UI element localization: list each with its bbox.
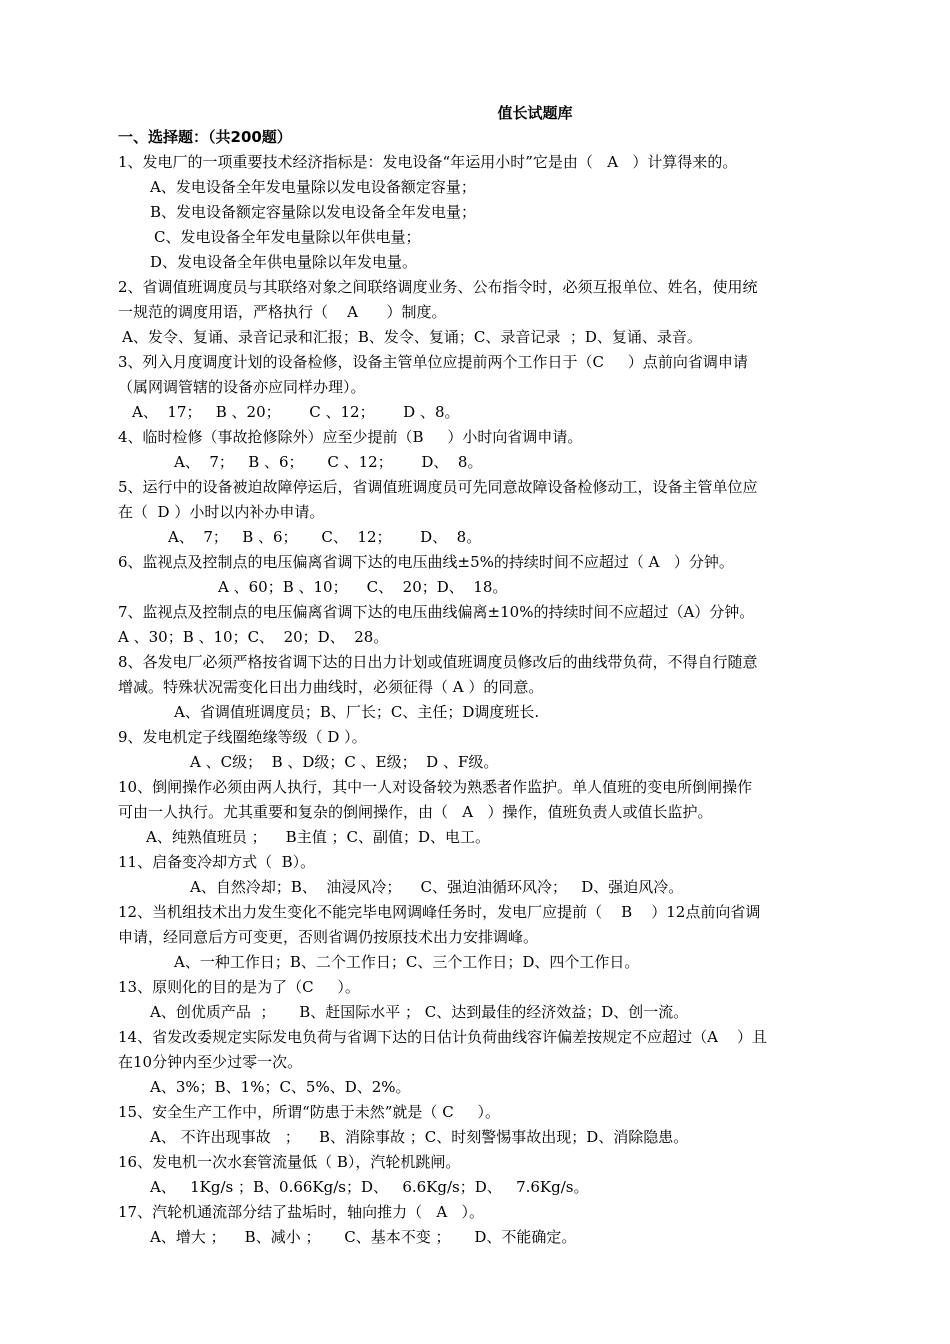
option-line: A、 7； B 、6； C 、12； D、 8。 bbox=[174, 453, 483, 471]
question-line: 在（ D ）小时以内补办申请。 bbox=[118, 503, 325, 521]
section-heading: 一、选择题：（共200题） bbox=[118, 128, 292, 146]
document-title: 值长试题库 bbox=[497, 104, 573, 122]
option-line: A、自然冷却；B、 油浸风冷； C、强迫油循环风冷； D、强迫风冷。 bbox=[190, 878, 684, 896]
option-line: A、 1Kg/s ；B、0.66Kg/s；D、 6.6Kg/s；D、 7.6Kg/s。 bbox=[150, 1178, 589, 1196]
option-line: A、 7； B 、6； C、 12； D、 8。 bbox=[168, 528, 482, 546]
option-line: A、3%；B、1%；C、5%、D、2%。 bbox=[150, 1078, 411, 1096]
question-line: 申请，经同意后方可变更，否则省调仍按原技术出力安排调峰。 bbox=[118, 928, 539, 946]
question-line: 7、监视点及控制点的电压偏离省调下达的电压曲线偏离±10%的持续时间不应超过（A）分钟。 bbox=[118, 603, 755, 621]
question-line: 增减。特殊状况需变化日出力曲线时，必须征得（ A ）的同意。 bbox=[118, 678, 544, 696]
question-line: 一规范的调度用语，严格执行（ A ）制度。 bbox=[118, 303, 447, 321]
option-line: B、发电设备额定容量除以发电设备全年发电量； bbox=[150, 203, 477, 221]
option-line: C、发电设备全年发电量除以年供电量； bbox=[154, 228, 421, 246]
option-line: A 、60；B 、10； C、 20；D、 18。 bbox=[218, 578, 508, 596]
question-line: 11、启备变冷却方式（ B）。 bbox=[118, 853, 316, 871]
question-line: 1、发电厂的一项重要技术经济指标是：发电设备“年运用小时”它是由（ A ）计算得来的。 bbox=[118, 153, 738, 171]
question-line: 3、列入月度调度计划的设备检修，设备主管单位应提前两个工作日于（C ）点前向省调申请 bbox=[118, 353, 748, 371]
option-line: A、增大 ； B、减小 ； C、基本不变 ； D、不能确定。 bbox=[150, 1228, 577, 1246]
option-line: A、发令、复诵、录音记录和汇报；B、发令、复诵；C、录音记录 ；D、复诵、录音。 bbox=[122, 328, 702, 346]
question-line: A 、30；B 、10；C、 20；D、 28。 bbox=[118, 628, 389, 646]
option-line: A、 17； B 、20； C 、12； D 、8。 bbox=[132, 403, 460, 421]
question-line: 13、原则化的目的是为了（C ）。 bbox=[118, 978, 360, 996]
option-line: A、省调值班调度员；B、厂长；C、主任；D调度班长. bbox=[174, 703, 540, 721]
question-line: 16、发电机一次水套管流量低（ B），汽轮机跳闸。 bbox=[118, 1153, 461, 1171]
question-line: 4、临时检修（事故抢修除外）应至少提前（B ）小时向省调申请。 bbox=[118, 428, 583, 446]
question-line: （属网调管辖的设备亦应同样办理）。 bbox=[118, 378, 366, 396]
question-line: 6、监视点及控制点的电压偏离省调下达的电压曲线±5%的持续时间不应超过（ A ）分钟。 bbox=[118, 553, 734, 571]
question-line: 10、倒闸操作必须由两人执行，其中一人对设备较为熟悉者作监护。单人值班的变电所倒闸操作 bbox=[118, 778, 753, 796]
option-line: A、一种工作日；B、二个工作日；C、三个工作日；D、四个工作日。 bbox=[174, 953, 640, 971]
question-line: 8、各发电厂必须严格按省调下达的日出力计划或值班调度员修改后的曲线带负荷，不得自行随意 bbox=[118, 653, 758, 671]
question-line: 14、省发改委规定实际发电负荷与省调下达的日估计负荷曲线容许偏差按规定不应超过（A ）且 bbox=[118, 1028, 767, 1046]
option-line: A、发电设备全年发电量除以发电设备额定容量； bbox=[150, 178, 476, 196]
option-line: A、纯熟值班员 ； B主值 ；C、副值；D、电工。 bbox=[146, 828, 490, 846]
option-line: D、发电设备全年供电量除以年发电量。 bbox=[150, 253, 418, 271]
option-line: A、创优质产品 ； B、赶国际水平 ； C、达到最佳的经济效益；D、创一流。 bbox=[150, 1003, 689, 1021]
option-line: A、 不许出现事故 ； B、消除事故 ；C、时刻警惕事故出现；D、消除隐患。 bbox=[150, 1128, 689, 1146]
option-line: A 、C级； B 、D级；C 、E级； D 、F级。 bbox=[190, 753, 499, 771]
question-line: 5、运行中的设备被迫故障停运后，省调值班调度员可先同意故障设备检修动工，设备主管单位应 bbox=[118, 478, 758, 496]
question-line: 2、省调值班调度员与其联络对象之间联络调度业务、公布指令时，必须互报单位、姓名，使用统 bbox=[118, 278, 758, 296]
question-line: 17、汽轮机通流部分结了盐垢时，轴向推力（ A ）。 bbox=[118, 1203, 485, 1221]
question-line: 在10分钟内至少过零一次。 bbox=[118, 1053, 303, 1071]
question-line: 12、当机组技术出力发生变化不能完毕电网调峰任务时，发电厂应提前（ B ）12点前向省调 bbox=[118, 903, 761, 921]
question-line: 15、安全生产工作中，所谓“防患于未然”就是（ C ）。 bbox=[118, 1103, 501, 1121]
question-line: 9、发电机定子线圈绝缘等级（ D ）。 bbox=[118, 728, 367, 746]
question-list bbox=[118, 150, 838, 1250]
question-line: 可由一人执行。尤其重要和复杂的倒闸操作，由（ A ）操作，值班负责人或值长监护。 bbox=[118, 803, 713, 821]
